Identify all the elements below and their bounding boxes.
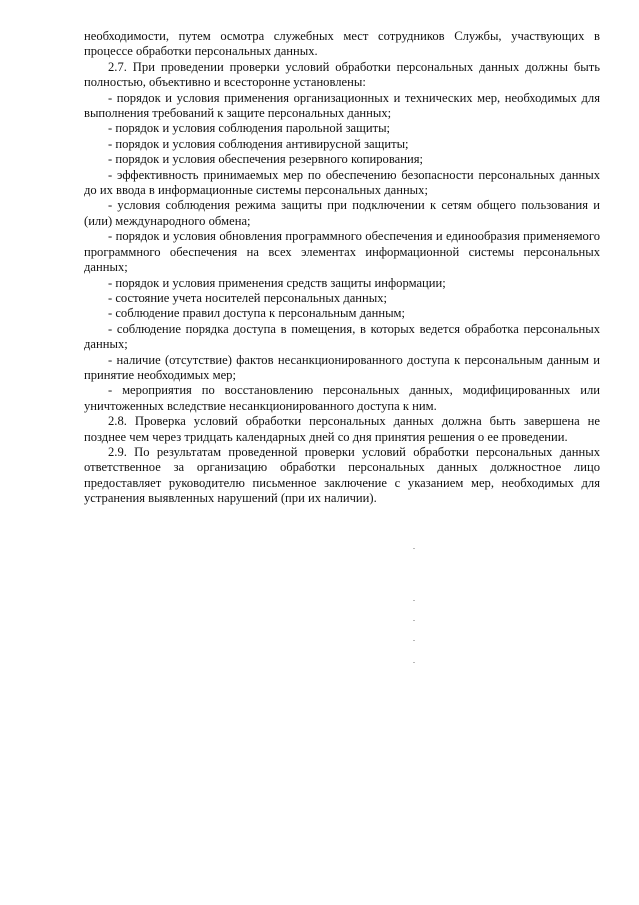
- list-item-backup: - порядок и условия обеспечения резервного копирования;: [108, 152, 423, 167]
- paragraph-continuation: необходимости, путем осмотра служебных мест сотрудников Службы, участвующих в процессе обработки персональных данных.: [84, 29, 600, 59]
- paragraph-2-7: 2.7. При проведении проверки условий обработки персональных данных должны быть полностью, объективно и всесторонне установлены:: [84, 59, 600, 90]
- paragraph-2-9: 2.9. По результатам проведенной проверки условий обработки персональных данных ответственное за организацию обработки персональных данных должностное лицо предоставляет руководителю письменное заключение с указанием мер, необходимых для устранения выявленных нарушений (при их наличии).: [84, 444, 600, 506]
- list-item-org-tech-measures: - порядок и условия применения организационных и технических мер, необходимых для выполнения требований к защите персональных данных;: [84, 90, 600, 121]
- scan-speck: [413, 620, 415, 621]
- list-item-premises-access: - соблюдение порядка доступа в помещения, в которых ведется обработка персональных данных;: [84, 321, 600, 352]
- scan-speck: [413, 662, 415, 663]
- scan-speck: [413, 600, 415, 601]
- document-page: [84, 29, 600, 507]
- list-item-effectiveness: - эффективность принимаемых мер по обеспечению безопасности персональных данных до их ввода в информационные системы персональных данных;: [84, 167, 600, 198]
- list-item-media-accounting: - состояние учета носителей персональных данных;: [108, 290, 388, 305]
- list-item-antivirus: - порядок и условия соблюдения антивирусной защиты;: [108, 136, 409, 151]
- list-item-network-protection: - условия соблюдения режима защиты при подключении к сетям общего пользования и (или) международного обмена;: [84, 198, 600, 228]
- list-item-password-protection: - порядок и условия соблюдения парольной защиты;: [108, 121, 391, 136]
- paragraph-2-8: 2.8. Проверка условий обработки персональных данных должна быть завершена не позднее чем через тридцать календарных дней со дня принятия решения о ее проведении.: [84, 414, 600, 444]
- list-item-security-tools: - порядок и условия применения средств защиты информации;: [108, 275, 446, 290]
- list-item-access-rules: - соблюдение правил доступа к персональным данным;: [108, 306, 406, 321]
- scan-speck: [413, 640, 415, 641]
- list-item-data-recovery: - мероприятия по восстановлению персональных данных, модифицированных или уничтоженных вследствие несанкционированного доступа к ним.: [84, 383, 600, 413]
- list-item-unauthorized-access: - наличие (отсутствие) фактов несанкционированного доступа к персональным данным и принятие необходимых мер;: [84, 352, 600, 382]
- scan-speck: [413, 548, 415, 549]
- list-item-software-updates: - порядок и условия обновления программного обеспечения и единообразия применяемого программного обеспечения на всех элементах информационной системы персональных данных;: [84, 229, 600, 275]
